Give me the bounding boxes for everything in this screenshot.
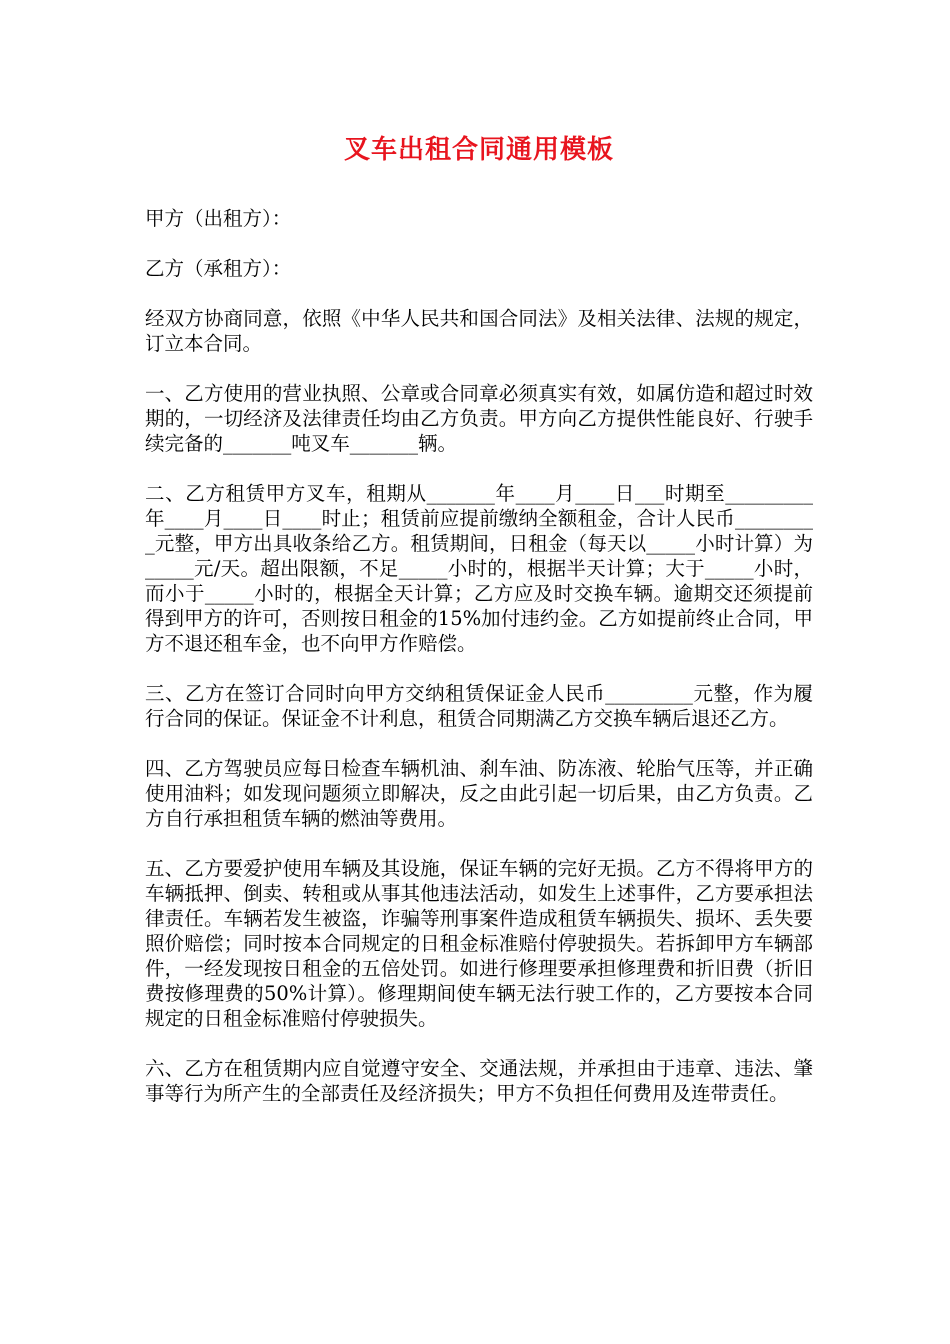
- clause-3-paragraph: 三、乙方在签订合同时向甲方交纳租赁保证金人民币_________元整，作为履行合同的保证。保证金不计利息，租赁合同期满乙方交换车辆后退还乙方。: [145, 682, 813, 730]
- document-title: 叉车出租合同通用模板: [343, 135, 614, 165]
- clause-6-paragraph: 六、乙方在租赁期内应自觉遵守安全、交通法规，并承担由于违章、违法、肇事等行为所产生的全部责任及经济损失；甲方不负担任何费用及连带责任。: [145, 1057, 813, 1105]
- clause-5-paragraph: 五、乙方要爱护使用车辆及其设施，保证车辆的完好无损。乙方不得将甲方的车辆抵押、倒卖、转租或从事其他违法活动，如发生上述事件，乙方要承担法律责任。车辆若发生被盗，诈骗等刑事案件造成租赁车辆损失、损坏、丢失要照价赔偿；同时按本合同规定的日租金标准赔付停驶损失。若拆卸甲方车辆部件，一经发现按日租金的五倍处罚。如进行修理要承担修理费和折旧费（折旧费按修理费的50%计算）。修理期间使车辆无法行驶工作的，乙方要按本合同规定的日租金标准赔付停驶损失。: [145, 857, 813, 1030]
- preamble-paragraph: 经双方协商同意，依照《中华人民共和国合同法》及相关法律、法规的规定，订立本合同。: [145, 307, 813, 355]
- clause-4-paragraph: 四、乙方驾驶员应每日检查车辆机油、刹车油、防冻液、轮胎气压等，并正确使用油料；如发现问题须立即解决，反之由此引起一切后果，由乙方负责。乙方自行承担租赁车辆的燃油等费用。: [145, 757, 813, 830]
- clause-2-paragraph: 二、乙方租赁甲方叉车，租期从_______年____月____日___时期至_________年____月____日____时止；租赁前应提前缴纳全额租金，合计人民币_________元整，甲方出具收条给乙方。租赁期间，日租金（每天以_____小时计算）为_____元/天。超出限额，不足_____小时的，根据半天计算；大于_____小时，而小于_____小时的，根据全天计算；乙方应及时交换车辆。逾期交还须提前得到甲方的许可，否则按日租金的15%加付违约金。乙方如提前终止合同，甲方不退还租车金，也不向甲方作赔偿。: [145, 482, 813, 655]
- party-a-line: 甲方（出租方）：: [145, 207, 292, 230]
- document-page: [145, 130, 813, 1131]
- clause-1-paragraph: 一、乙方使用的营业执照、公章或合同章必须真实有效，如属仿造和超过时效期的，一切经济及法律责任均由乙方负责。甲方向乙方提供性能良好、行驶手续完备的_______吨叉车_______辆。: [145, 382, 813, 455]
- party-b-line: 乙方（承租方）：: [145, 257, 292, 280]
